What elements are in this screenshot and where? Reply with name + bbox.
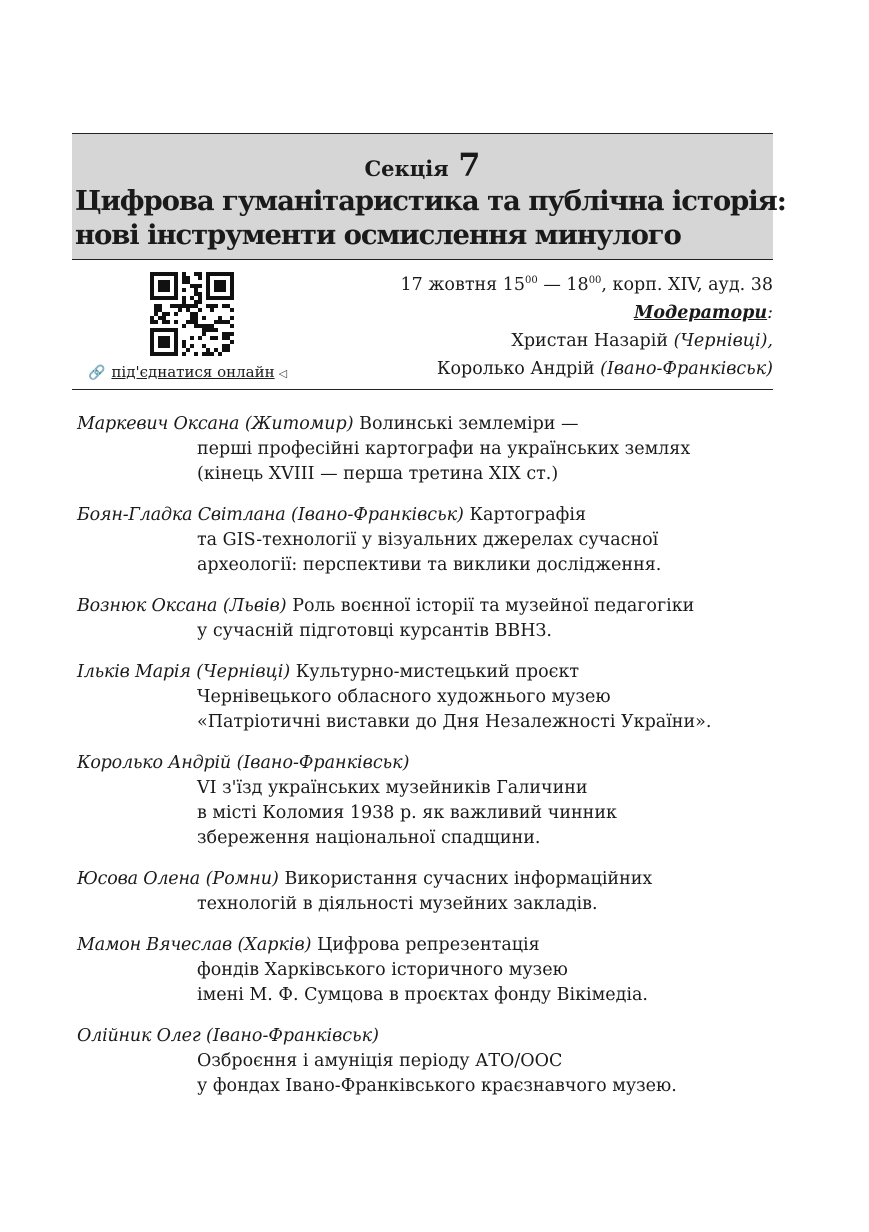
qr-module [194, 300, 198, 304]
qr-module [226, 320, 230, 324]
qr-module [166, 288, 170, 292]
qr-module [226, 272, 230, 276]
qr-module [150, 344, 154, 348]
qr-module [202, 316, 206, 320]
qr-module [166, 352, 170, 356]
qr-module [150, 348, 154, 352]
qr-module [170, 304, 174, 308]
qr-module [210, 296, 214, 300]
qr-module [194, 312, 198, 316]
qr-module [158, 272, 162, 276]
presentation-entry [77, 1024, 807, 1099]
presentation-entry [77, 594, 807, 644]
section-title-line-2: нові інструменти осмислення минулого [75, 219, 681, 251]
qr-module [154, 352, 158, 356]
author-city: (Чернівці) [196, 662, 291, 682]
qr-module [210, 324, 214, 328]
entry-first-line [77, 412, 807, 437]
qr-module [198, 300, 202, 304]
entry-title-line: у фондах Івано-Франківського краєзнавчого музею. [197, 1076, 677, 1096]
entry-title-line: перші професійні картографи на українських землях [197, 439, 691, 459]
qr-module [206, 276, 210, 280]
qr-module [186, 308, 190, 312]
qr-module [182, 324, 186, 328]
author-city: (Львів) [222, 596, 287, 616]
qr-module [154, 312, 158, 316]
qr-module [226, 332, 230, 336]
moderator-2 [401, 355, 774, 383]
qr-module [206, 272, 210, 276]
qr-module [174, 284, 178, 288]
qr-module [174, 288, 178, 292]
author-city: (Івано-Франківськ) [236, 753, 410, 773]
qr-module [166, 340, 170, 344]
qr-module [214, 348, 218, 352]
entry-first-line [77, 933, 807, 958]
qr-module [214, 296, 218, 300]
qr-module [170, 328, 174, 332]
qr-module [218, 352, 222, 356]
qr-module [162, 352, 166, 356]
qr-module [174, 312, 178, 316]
qr-module [194, 288, 198, 292]
qr-module [222, 284, 226, 288]
qr-module [230, 332, 234, 336]
qr-module [154, 308, 158, 312]
presentation-entry [77, 412, 807, 487]
section-number: 7 [458, 146, 481, 184]
qr-module [194, 284, 198, 288]
qr-module [162, 284, 166, 288]
qr-module [190, 316, 194, 320]
session-meta [401, 267, 774, 383]
qr-module [182, 272, 186, 276]
qr-module [194, 352, 198, 356]
qr-module [218, 320, 222, 324]
qr-module [166, 284, 170, 288]
qr-module [222, 288, 226, 292]
entry-title-line: в місті Коломия 1938 р. як важливий чинник [197, 803, 617, 823]
moderator-1-sep: , [767, 331, 773, 351]
session-datetime [401, 267, 774, 299]
qr-module [214, 272, 218, 276]
qr-module [198, 292, 202, 296]
qr-module [162, 328, 166, 332]
qr-module [194, 324, 198, 328]
moderators-colon: : [767, 303, 773, 323]
qr-module [194, 304, 198, 308]
qr-module [150, 280, 154, 284]
qr-module [222, 296, 226, 300]
entry-title-line: Чернівецького обласного художнього музею [197, 687, 611, 707]
qr-module [206, 288, 210, 292]
entry-first-line [77, 660, 807, 685]
qr-module [158, 280, 162, 284]
qr-module [162, 344, 166, 348]
qr-module [198, 276, 202, 280]
qr-module [222, 272, 226, 276]
qr-module [222, 336, 226, 340]
qr-module [214, 328, 218, 332]
qr-code-icon [150, 272, 234, 356]
join-online-row [88, 363, 287, 381]
qr-module [150, 316, 154, 320]
qr-module [194, 292, 198, 296]
entry-title-line: імені М. Ф. Сумцова в проєктах фонду Вікімедіа. [197, 985, 648, 1005]
qr-module [230, 288, 234, 292]
qr-module [206, 296, 210, 300]
qr-module [182, 344, 186, 348]
qr-module [230, 308, 234, 312]
qr-module [174, 340, 178, 344]
moderator-2-name: Королько Андрій [436, 359, 601, 379]
qr-module [186, 348, 190, 352]
qr-module [194, 320, 198, 324]
qr-module [218, 272, 222, 276]
qr-module [182, 352, 186, 356]
entry-title-line: Озброєння і амуніція періоду АТО/ООС [197, 1051, 563, 1071]
qr-module [190, 336, 194, 340]
qr-module [158, 352, 162, 356]
qr-module [226, 348, 230, 352]
presentation-entry [77, 503, 807, 578]
entry-title-line: (кінець XVIII — перша третина XIX ст.) [197, 464, 559, 484]
qr-module [166, 328, 170, 332]
presentation-entry [77, 867, 807, 917]
qr-module [218, 316, 222, 320]
qr-module [222, 304, 226, 308]
qr-module [190, 344, 194, 348]
qr-module [154, 304, 158, 308]
qr-module [226, 344, 230, 348]
entry-first-line [77, 1024, 807, 1049]
qr-module [186, 276, 190, 280]
qr-module [166, 272, 170, 276]
qr-module [174, 320, 178, 324]
qr-module [206, 328, 210, 332]
qr-module [162, 272, 166, 276]
qr-module [218, 288, 222, 292]
qr-module [170, 272, 174, 276]
qr-module [230, 272, 234, 276]
entry-title-start: Роль воєнної історії та музейної педагогіки [292, 596, 695, 616]
qr-module [150, 332, 154, 336]
qr-module [214, 280, 218, 284]
qr-module [198, 308, 202, 312]
link-icon: 🔗 [88, 365, 106, 381]
qr-module [150, 296, 154, 300]
entry-title-line: збереження національної спадщини. [197, 828, 541, 848]
qr-module [166, 336, 170, 340]
author-name: Вознюк Оксана [77, 596, 218, 616]
entry-title-line: VI з'їзд українських музейників Галичини [197, 778, 588, 798]
author-name: Ільків Марія [77, 662, 191, 682]
qr-module [206, 324, 210, 328]
qr-module [230, 316, 234, 320]
section-title [75, 184, 786, 252]
qr-module [206, 292, 210, 296]
qr-module [150, 288, 154, 292]
qr-module [170, 296, 174, 300]
qr-module [230, 284, 234, 288]
qr-module [182, 276, 186, 280]
moderator-1 [401, 327, 774, 355]
qr-module [230, 324, 234, 328]
entry-first-line [77, 503, 807, 528]
qr-module [226, 304, 230, 308]
qr-module [166, 320, 170, 324]
author-city: (Харків) [237, 935, 312, 955]
entry-title-start: Картографія [469, 505, 587, 525]
qr-module [174, 296, 178, 300]
qr-module [150, 320, 154, 324]
time-end-minutes: 00 [588, 275, 602, 286]
qr-module [190, 296, 194, 300]
qr-module [174, 332, 178, 336]
qr-module [158, 308, 162, 312]
qr-module [150, 336, 154, 340]
qr-module [158, 344, 162, 348]
qr-module [182, 296, 186, 300]
qr-module [230, 292, 234, 296]
author-name: Юсова Олена [77, 869, 201, 889]
qr-module [162, 336, 166, 340]
qr-module [150, 328, 154, 332]
qr-module [166, 344, 170, 348]
qr-module [222, 320, 226, 324]
qr-module [174, 328, 178, 332]
section-label: Секція [364, 156, 449, 181]
qr-module [174, 352, 178, 356]
moderator-1-city: (Чернівці) [673, 331, 768, 351]
qr-module [194, 272, 198, 276]
qr-module [222, 348, 226, 352]
qr-module [182, 300, 186, 304]
qr-module [150, 276, 154, 280]
qr-module [174, 344, 178, 348]
qr-module [174, 348, 178, 352]
qr-module [206, 284, 210, 288]
entry-title-line: та GIS-технології у візуальних джерелах сучасної [197, 530, 659, 550]
qr-module [150, 340, 154, 344]
qr-module [158, 328, 162, 332]
qr-module [190, 312, 194, 316]
header-divider [72, 389, 773, 390]
entry-title-line: археології: перспективи та виклики дослідження. [197, 555, 662, 575]
entry-title-line: фондів Харківського історичного музею [197, 960, 568, 980]
qr-module [206, 352, 210, 356]
qr-module [206, 348, 210, 352]
qr-module [154, 272, 158, 276]
moderator-2-city: (Івано-Франківськ) [600, 359, 773, 379]
qr-module [202, 324, 206, 328]
qr-module [158, 340, 162, 344]
qr-module [198, 336, 202, 340]
qr-module [182, 280, 186, 284]
qr-module [214, 288, 218, 292]
qr-module [166, 280, 170, 284]
qr-module [214, 304, 218, 308]
qr-module [190, 304, 194, 308]
qr-module [174, 304, 178, 308]
qr-module [190, 320, 194, 324]
qr-module [210, 336, 214, 340]
moderators-heading [401, 299, 774, 327]
qr-module [174, 292, 178, 296]
qr-module [162, 320, 166, 324]
qr-module [158, 288, 162, 292]
qr-module [150, 352, 154, 356]
qr-module [182, 340, 186, 344]
qr-module [198, 296, 202, 300]
qr-module [214, 284, 218, 288]
qr-module [214, 336, 218, 340]
qr-module [210, 328, 214, 332]
author-name: Маркевич Оксана [77, 414, 240, 434]
qr-module [162, 312, 166, 316]
qr-module [198, 272, 202, 276]
qr-module [158, 336, 162, 340]
qr-module [198, 324, 202, 328]
section-header [72, 133, 786, 260]
author-name: Королько Андрій [77, 753, 231, 773]
qr-module [202, 352, 206, 356]
qr-module [166, 312, 170, 316]
qr-module [154, 328, 158, 332]
presentation-entry [77, 751, 807, 851]
author-name: Мамон Вячеслав [77, 935, 232, 955]
qr-module [222, 332, 226, 336]
qr-module [206, 304, 210, 308]
qr-module [222, 280, 226, 284]
presentation-entry [77, 933, 807, 1008]
qr-module [202, 328, 206, 332]
section-heading [72, 146, 773, 184]
author-name: Олійник Олег [77, 1026, 201, 1046]
entry-title-line: «Патріотичні виставки до Дня Незалежності України». [197, 712, 712, 732]
presentation-entry [77, 660, 807, 735]
qr-module [194, 316, 198, 320]
qr-module [230, 296, 234, 300]
entry-title-start: Волинські землеміри — [359, 414, 579, 434]
entry-first-line [77, 867, 807, 892]
qr-module [230, 340, 234, 344]
qr-module [178, 304, 182, 308]
qr-module [166, 296, 170, 300]
qr-module [186, 304, 190, 308]
entry-title-line: технологій в діяльності музейних закладів. [197, 894, 598, 914]
qr-module [162, 316, 166, 320]
qr-module [178, 308, 182, 312]
qr-code[interactable] [150, 272, 234, 356]
qr-module [174, 276, 178, 280]
qr-module [174, 280, 178, 284]
qr-module [210, 304, 214, 308]
qr-module [186, 320, 190, 324]
qr-module [162, 296, 166, 300]
time-start-minutes: 00 [525, 275, 538, 286]
qr-module [190, 284, 194, 288]
entry-title-line: у сучасній підготовці курсантів ВВНЗ. [197, 621, 552, 641]
qr-module [150, 292, 154, 296]
qr-module [154, 296, 158, 300]
qr-module [202, 344, 206, 348]
qr-module [218, 296, 222, 300]
author-city: (Житомир) [244, 414, 354, 434]
entry-title-start: Цифрова репрезентація [317, 935, 540, 955]
author-city: (Івано-Франківськ) [291, 505, 464, 525]
qr-module [222, 344, 226, 348]
qr-module [158, 316, 162, 320]
qr-module [170, 352, 174, 356]
date-text: 17 жовтня 15 [400, 275, 526, 295]
room-text: , корп. XIV, ауд. 38 [601, 275, 773, 295]
qr-module [162, 340, 166, 344]
join-online-link[interactable]: під'єднатися онлайн [111, 363, 275, 381]
author-city: (Ромни) [205, 869, 279, 889]
qr-module [218, 280, 222, 284]
qr-module [198, 284, 202, 288]
qr-module [202, 332, 206, 336]
author-name: Боян-Гладка Світлана [77, 505, 286, 525]
qr-module [150, 272, 154, 276]
qr-module [162, 288, 166, 292]
qr-module [218, 284, 222, 288]
entry-title-start: Культурно-мистецький проєкт [295, 662, 580, 682]
qr-module [182, 288, 186, 292]
qr-module [174, 272, 178, 276]
qr-module [174, 336, 178, 340]
arrow-left-icon: ◁ [278, 367, 288, 380]
qr-module [226, 296, 230, 300]
time-end-hours: — 18 [537, 275, 589, 295]
entry-first-line [77, 594, 807, 619]
qr-module [206, 280, 210, 284]
section-title-line-1: Цифрова гуманітаристика та публічна історія: [75, 185, 786, 217]
qr-module [150, 284, 154, 288]
entry-title-start: Використання сучасних інформаційних [284, 869, 653, 889]
qr-module [158, 296, 162, 300]
qr-module [210, 308, 214, 312]
qr-module [230, 280, 234, 284]
qr-module [154, 320, 158, 324]
qr-module [186, 280, 190, 284]
qr-module [214, 320, 218, 324]
qr-module [182, 304, 186, 308]
presentations-list [77, 412, 807, 1115]
moderators-label: Модератори [634, 303, 768, 323]
qr-module [162, 280, 166, 284]
author-city: (Івано-Франківськ) [206, 1026, 379, 1046]
qr-module [158, 304, 162, 308]
qr-module [226, 336, 230, 340]
qr-module [210, 272, 214, 276]
qr-module [230, 276, 234, 280]
qr-module [158, 284, 162, 288]
entry-first-line [77, 751, 807, 776]
moderator-1-name: Христан Назарій [511, 331, 674, 351]
qr-module [210, 352, 214, 356]
